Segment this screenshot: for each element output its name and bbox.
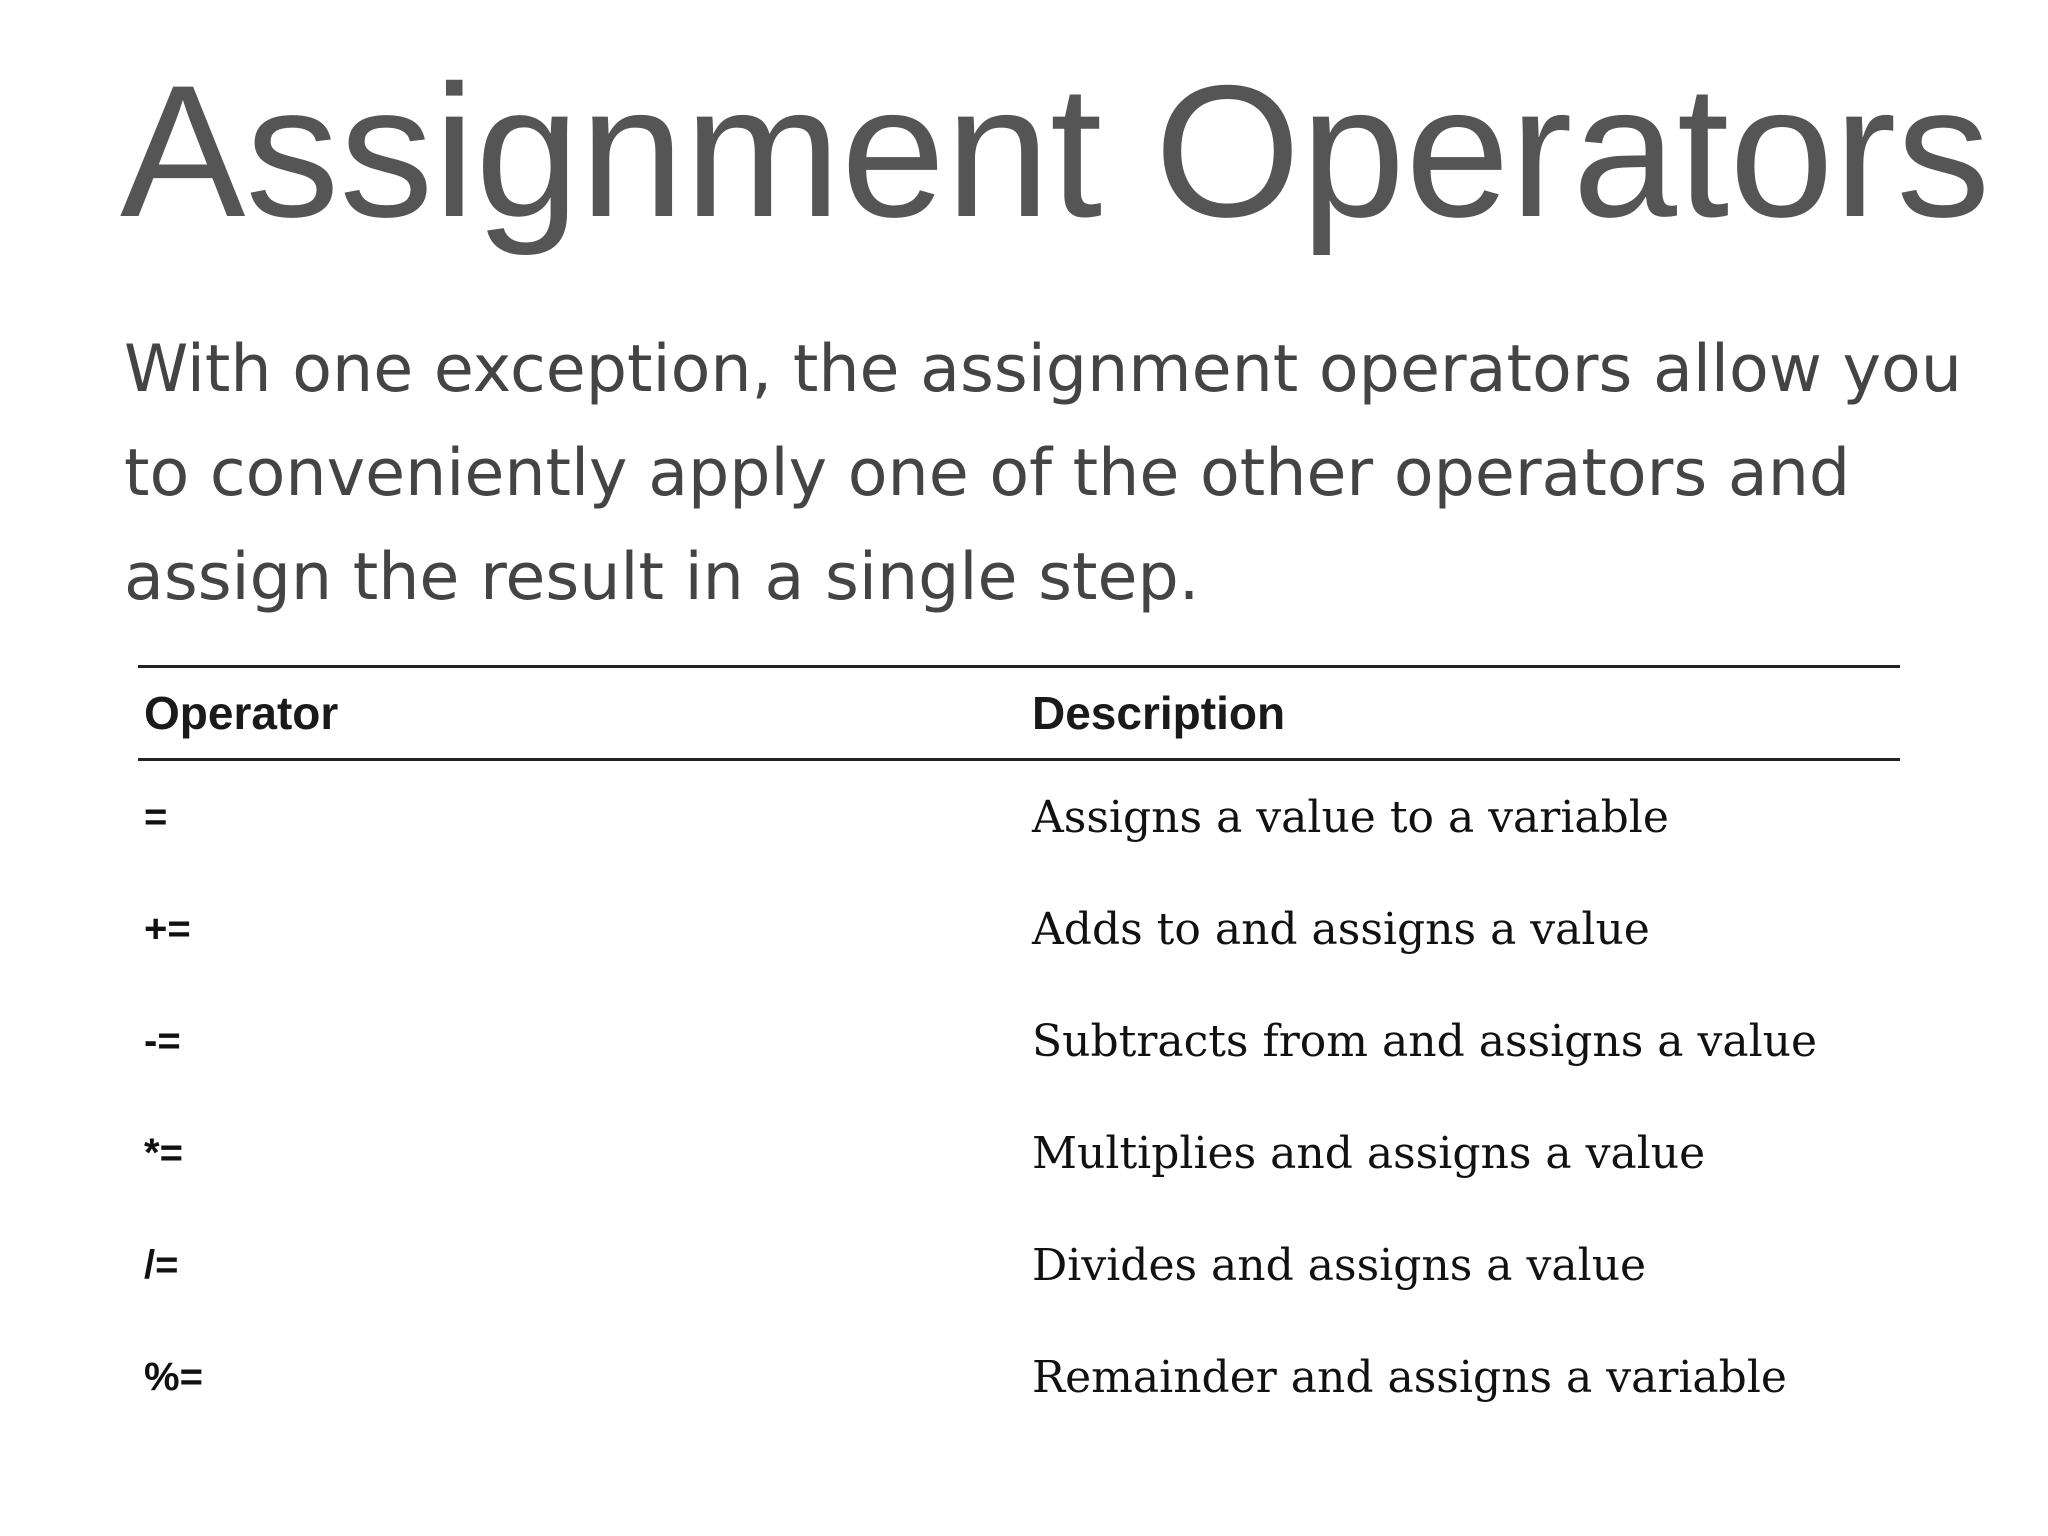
table-row [138,985,1900,1097]
table-row [138,1097,1900,1209]
operator-cell: = [144,794,168,839]
operator-cell: -= [144,1018,181,1063]
operator-cell: += [144,906,191,951]
table-header-row [138,667,1900,760]
slide-title: Assignment Operators [120,46,1991,256]
description-cell: Assigns a value to a variable [1032,791,1669,843]
description-cell: Subtracts from and assigns a value [1032,1015,1818,1067]
operators-table [138,665,1900,1433]
header-operator: Operator [138,667,1026,760]
description-cell: Adds to and assigns a value [1032,903,1650,955]
table-row [138,873,1900,985]
description-cell: Multiplies and assigns a value [1032,1127,1706,1179]
table-row [138,1209,1900,1321]
slide-body-text: With one exception, the assignment operators allow you to conveniently apply one of the other operators and assign the result in a single step. [124,332,1962,615]
table-row [138,1321,1900,1433]
description-cell: Divides and assigns a value [1032,1239,1647,1291]
header-description: Description [1026,667,1900,760]
operator-cell: *= [144,1130,183,1175]
description-cell: Remainder and assigns a variable [1032,1351,1787,1403]
operator-cell: /= [144,1242,179,1287]
table-row [138,760,1900,874]
operator-cell: %= [144,1354,203,1399]
